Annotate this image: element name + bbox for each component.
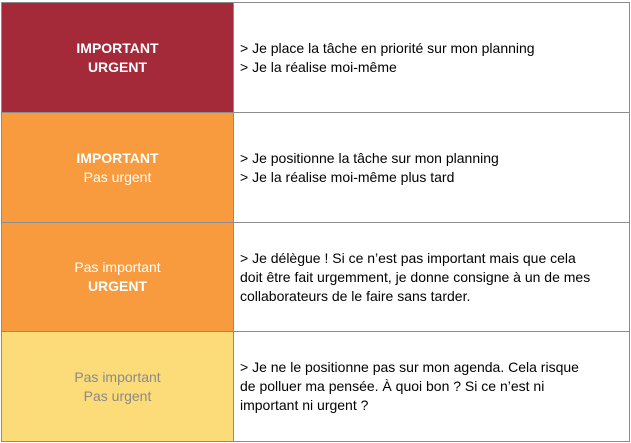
action-text-line: > Je ne le positionne pas sur mon agenda. Cela risque (240, 359, 579, 375)
category-label-line: URGENT (87, 278, 148, 294)
action-cell-not-important-urgent (234, 223, 630, 332)
priority-matrix-table (1, 2, 630, 442)
action-text-line: > Je la réalise moi-même (240, 58, 397, 75)
matrix-row-important-not-urgent (2, 113, 630, 223)
category-cell-important-urgent (2, 3, 234, 113)
action-cell-not-important-not-urgent (234, 332, 630, 442)
action-cell-important-urgent (234, 3, 630, 113)
category-label-line: IMPORTANT (76, 149, 159, 166)
category-label-line: Pas urgent (83, 387, 152, 404)
category-label-line: Pas important (74, 368, 161, 385)
category-label-line: Pas urgent (83, 168, 152, 185)
action-cell-important-not-urgent (234, 113, 630, 223)
action-text-line: > Je la réalise moi-même plus tard (240, 168, 455, 185)
matrix-row-not-important-not-urgent (2, 332, 630, 442)
action-text-line: > Je positionne la tâche sur mon planning (240, 149, 499, 166)
action-text-line: > Je place la tâche en priorité sur mon planning (240, 39, 535, 56)
category-cell-important-not-urgent (2, 113, 234, 223)
category-label-line: IMPORTANT (76, 39, 159, 56)
action-text-line: important ni urgent ? (240, 397, 369, 413)
action-text-line: de polluer ma pensée. À quoi bon ? Si ce n’est ni (240, 378, 545, 394)
action-text-line: collaborateurs de le faire sans tarder. (240, 287, 471, 304)
matrix-row-important-urgent (2, 3, 630, 113)
action-text-line: > Je délègue ! Si ce n’est pas important mais que cela (240, 249, 576, 266)
category-cell-not-important-not-urgent (2, 332, 234, 442)
matrix-row-not-important-urgent (2, 223, 630, 332)
category-label-line: Pas important (74, 259, 161, 275)
category-label-line: URGENT (87, 58, 148, 75)
action-text-line: doit être fait urgemment, je donne consigne à un de mes (240, 268, 591, 285)
category-cell-not-important-urgent (2, 223, 234, 332)
